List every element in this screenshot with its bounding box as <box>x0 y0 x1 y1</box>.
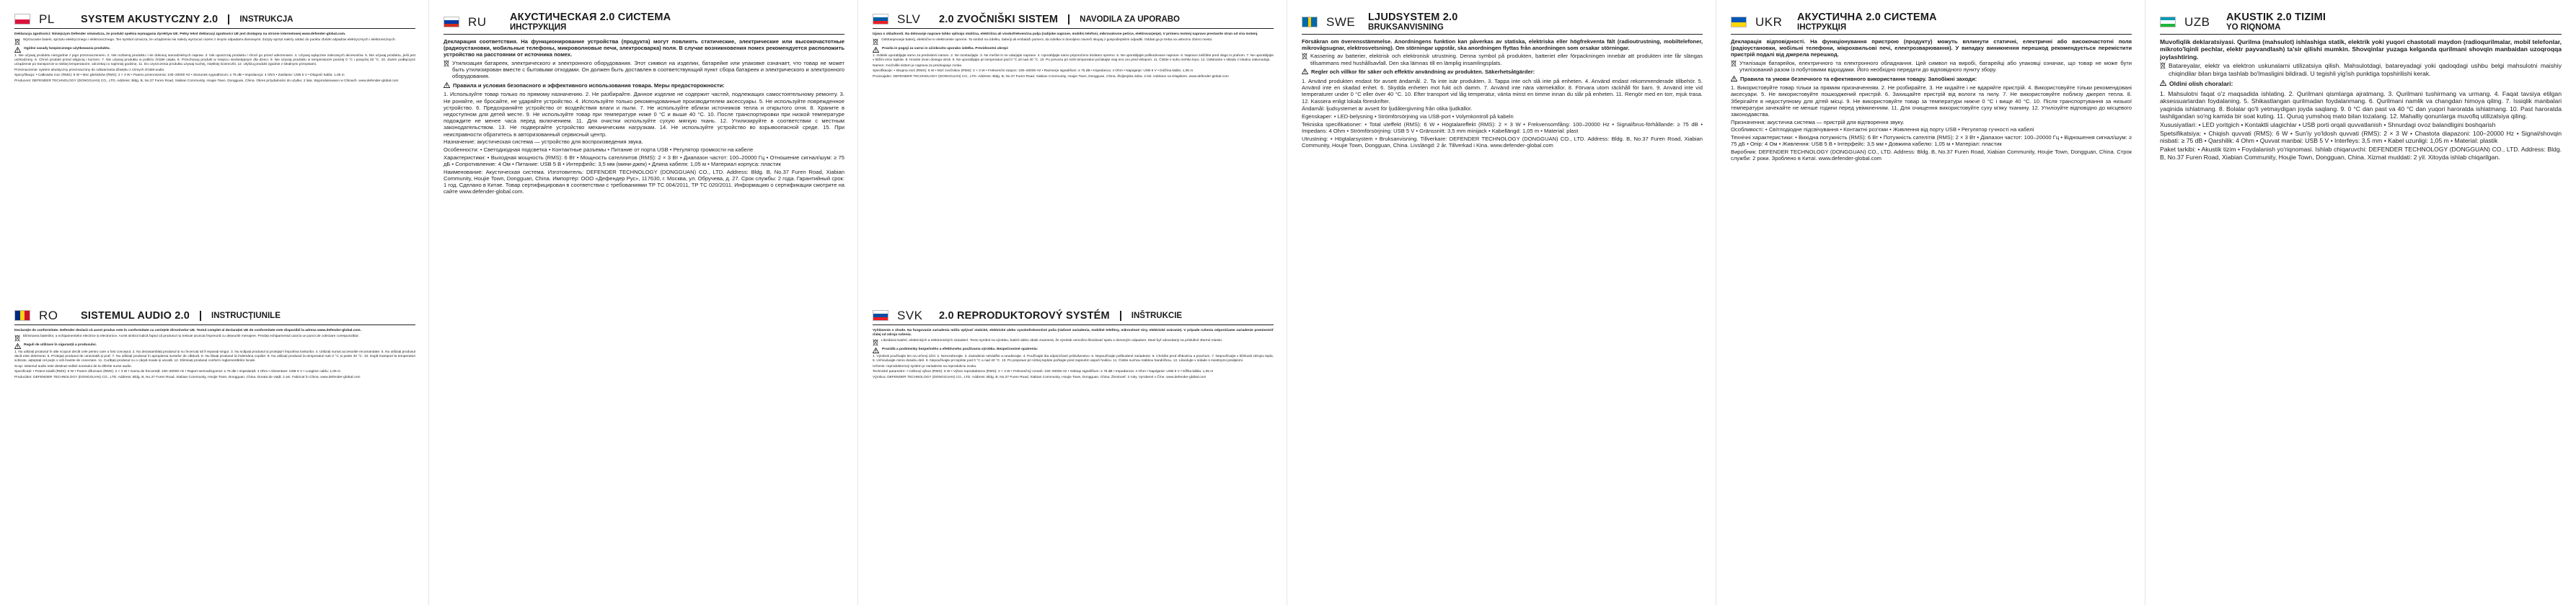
safety-notice <box>14 343 415 349</box>
paragraph: Namen: zvočniški sistem je naprava za predvajanje zvoka. <box>873 63 963 68</box>
safety-rules-list: 1. Використовуйте товар тільки за прямим призначенням. 2. Не розбирайте. 3. Не кидайте і не вдаряйте пристрій. 4. Використовуйте тільки рекомендовані аксесуари. 5. Не використовуйте пошкоджений пристрій. 6. Захищайте пристрій від вологи та пилу. 7. Не використовуйте поблизу джерел тепла. 8. Зберігайте в недоступному для дітей місці. 9. Не використовуйте товар за температури нижче 0 °C і вище 40 °C. 10. Після транспортування за низької температури зачекайте не менше години перед увімкненням. 11. Для очищення використовуйте суху м'яку тканину. 12. Утилізуйте відповідно до місцевого законодавства. <box>1731 84 2132 118</box>
language-code: PL <box>39 12 55 26</box>
section-subtitle: INSTRUKCJA <box>239 14 294 24</box>
title-block <box>1797 12 1937 32</box>
warning-icon <box>1302 69 1308 74</box>
language-column <box>0 0 429 605</box>
section-body <box>873 32 1274 79</box>
paragraph: Pravidlá a podmienky bezpečného a efektívneho používania výrobku. Bezpečnostné opatrenia: <box>882 348 1038 352</box>
paragraph: Декларация соответствия. На функционирование устройства (продукта) могут повлиять статические, электрические или высокочастотные (радиоустановки, мобильные телефоны, микроволновые печи, электросварка) поля. В случае возникновения помех рекомендуется расположить устройство на расстоянии от источника помех. <box>444 38 844 58</box>
language-code: RO <box>39 308 58 322</box>
paragraph: Декларація відповідності. На функціонування пристрою (продукту) можуть вплинути статичні, електричні або високочастотні поля (радіоустановки, мобільні телефони, мікрохвильові печі, електрозварювання). У випадку виникнення перешкод рекомендується перемістити пристрій подалі від джерела перешкод. <box>1731 38 2132 58</box>
paragraph: Declarație de conformitate. Defender declară că acest produs este în conformitate cu cerințele directivelor UE. Textul complet al declarației UE de conformitate este disponibil la adresa www.defender-global.com. <box>14 329 361 332</box>
language-code: RU <box>468 14 487 29</box>
section-subtitle: NAVODILA ZA UPORABO <box>1080 14 1181 24</box>
paragraph: Правила и условия безопасного и эффективного использования товара. Меры предосторожности: <box>453 81 725 89</box>
section-subtitle: ІНСТРУКЦІЯ <box>1797 23 1847 32</box>
paragraph: Утилізація батарейок, електричного та електронного обладнання. Цей символ на виробі, батарейці або упаковці означає, що товар не може бути утилізований разом із побутовими відходами. Його необхідно передати до відповідного пункту збору. <box>1739 59 2132 73</box>
paragraph: Eliminarea bateriilor, a echipamentelor electrice și electronice. Acest simbol indică faptul că produsul nu trebuie aruncat împreună cu deșeurile menajere. Predați echipamentul uzat la un punct de colectare corespunzător. <box>23 335 360 339</box>
safety-rules-list: 1. Nu utilizați produsul în alte scopuri decât cele pentru care a fost conceput. 2. Nu dezasamblați produsul și nu încercați să îl reparați singur. 3. Nu scăpați produsul și protejați-l împotriva loviturilor. 4. Utilizați numai accesoriile recomandate. 5. Nu utilizați produsul dacă este deteriorat. 6. Protejați produsul de umezeală și praf. 7. Nu utilizați produsul în apropierea surselor de căldură. 8. Nu lăsați produsul la îndemâna copiilor. 9. Nu utilizați produsul la temperaturi sub 0 °C și peste 40 °C. 10. După transport la temperaturi scăzute, așteptați cel puțin o oră înainte de conectare. 11. Curățați produsul cu o cârpă moale și uscată. 12. Eliminați produsul conform reglementărilor locale. <box>14 350 415 363</box>
section-header <box>14 10 415 29</box>
language-code: SLV <box>897 12 921 26</box>
crossed-bin-icon <box>1731 60 1737 67</box>
paragraph: Przeznaczenie: system akustyczny przeznaczony do odtwarzania dźwięku z różnych źródeł audio. <box>14 68 165 72</box>
paragraph: Likvidácia batérií, elektrických a elektronických zariadení. Tento symbol na výrobku, batérii alebo obale znamená, že výrobok nemožno likvidovať spolu s domovým odpadom. Musí byť odovzdaný na príslušné zberné miesto. <box>881 339 1223 343</box>
flag-stripe <box>873 317 888 320</box>
language-column <box>1287 0 1716 605</box>
header-divider <box>228 14 229 25</box>
language-code: UKR <box>1755 14 1783 29</box>
paragraph: Vyhlásenie o zhode. Na fungovanie zariadenia môžu vplývať statické, elektrické alebo vysokofrekvenčné polia (rádiové zariadenia, mobilné telefóny, mikrovlnné rúry, elektrické zváranie). V prípade rušenia odporúčame zariadenie premiestniť ďalej od zdroja rušenia. <box>873 329 1274 337</box>
paragraph: Izjava o skladnosti. Na delovanje naprave lahko vplivajo statična, električna ali visokofrekvenčna polja (radijske naprave, mobilni telefoni, mikrovalovne pečice, elektrovarjenje). V primeru motenj napravo prestavite stran od vira motenj. <box>873 32 1258 36</box>
section-title: АКУСТИЧЕСКАЯ 2.0 СИСТЕМА <box>510 11 671 23</box>
paragraph: Technické parametre: • Celkový výkon (RMS): 6 W • Výkon reproduktorov (RMS): 2 × 3 W • Frekvenčný rozsah: 100–20000 Hz • Odstup signál/šum: ≥ 75 dB • Impedancia: 4 Ohm • Napájanie: USB 5 V • Dĺžka kábla: 1,05 m <box>873 370 1214 374</box>
paragraph: Deklaracja zgodności: Niniejszym Defender oświadcza, że produkt spełnia wymagania dyrektyw UE. Pełny tekst deklaracji zgodności UE jest dostępny na stronie internetowej www.defender-global.com. <box>14 32 346 36</box>
language-column <box>858 0 1287 605</box>
paragraph: Utrustning: • Högtalarsystem • Bruksanvisning. Tillverkare: DEFENDER TECHNOLOGY (DONGGUAN) CO., LTD. Address: Bldg. B, No.37 Furen Road, Xiabian Community, Houjie Town, Dongguan, China. Livslängd: 2 år. Tillverkad i Kina. www.defender-global.com <box>1302 135 1703 149</box>
language-section <box>14 10 415 302</box>
paragraph: Regler och villkor för säker och effektiv användning av produkten. Säkerhetsåtgärder: <box>1311 69 1535 76</box>
section-header <box>1731 10 2132 35</box>
safety-rules-list: 1. Använd produkten endast för avsett ändamål. 2. Ta inte isär produkten. 3. Tappa inte och slå inte på enheten. 4. Använd endast rekommenderade tillbehör. 5. Använd inte en skadad enhet. 6. Skydda enheten mot fukt och damm. 7. Använd inte nära värmekällor. 8. Förvara utom räckhåll för barn. 9. Använd inte vid temperaturer under 0 °C eller över 40 °C. 10. Efter transport vid låg temperatur, vänta minst en timme innan du slår på enheten. 11. Rengör med en torr, mjuk trasa. 12. Kassera enligt lokala föreskrifter. <box>1302 78 1703 105</box>
country-flag-icon <box>2160 17 2176 27</box>
paragraph: Особливості: • Світлодіодне підсвічування • Контактні роз'єми • Живлення від порту USB • Регулятор гучності на кабелі <box>1731 126 2034 133</box>
paragraph: Proizvajalec: DEFENDER TECHNOLOGY (DONGGUAN) CO., LTD. Address: Bldg. B, No.37 Furen Road, Xiabian Community, Houjie Town, Dongguan, China. Življenjska doba: 2 leti. Izdelano na Kitajskem. www.defender-global.com <box>873 74 1229 79</box>
language-section <box>444 10 844 594</box>
safety-notice <box>873 348 1274 353</box>
title-block <box>1368 12 1457 32</box>
section-body <box>2160 38 2562 161</box>
section-header <box>1302 10 1703 35</box>
warning-icon <box>1731 76 1737 81</box>
paragraph: Правила та умови безпечного та ефективного використання товару. Запобіжні заходи: <box>1740 75 1977 82</box>
section-body <box>873 329 1274 380</box>
paragraph: Призначення: акустична система — пристрій для відтворення звуку. <box>1731 118 1905 125</box>
section-subtitle: INSTRUCȚIUNILE <box>211 311 281 320</box>
warning-icon <box>2160 80 2166 86</box>
flag-stripe <box>873 21 888 24</box>
section-title: 2.0 REPRODUKTOROVÝ SYSTÉM <box>939 309 1110 322</box>
language-section <box>873 306 1274 599</box>
paragraph: Ändamål: ljudsystemet är avsett för ljudåtergivning från olika ljudkällor. <box>1302 105 1473 112</box>
language-column <box>429 0 858 605</box>
section-subtitle: YO RIQNOMA <box>2226 23 2281 32</box>
paragraph: Muvofiqlik deklaratsiyasi. Qurilma (mahsulot) ishlashiga statik, elektrik yoki yuqori chastotali maydon (radioqurilmalar, mobil telefonlar, mikroto'lqinli pechlar, elektr payvandlash) ta'sir qilishi mumkin. Shovqinlar yuzaga kelganda qurilmani shovqin manbaidan uzoqroqqa joylashtiring. <box>2160 38 2562 61</box>
paragraph: Producător: DEFENDER TECHNOLOGY (DONGGUAN) CO., LTD. Address: Bldg. B, No.37 Furen Road, Xiabian Community, Houjie Town, Dongguan, China. Durata de viață: 2 ani. Fabricat în China. www.defender-global.com <box>14 375 361 379</box>
paragraph: Виробник: DEFENDER TECHNOLOGY (DONGGUAN) CO., LTD. Address: Bldg. B, No.37 Furen Road, Xiabian Community, Houjie Town, Dongguan, China. Строк служби: 2 роки. Зроблено в Китаї. www.defender-global.com <box>1731 149 2132 162</box>
flag-stripe <box>2161 24 2175 27</box>
paragraph: Назначение: акустическая система — устройство для воспроизведения звука. <box>444 138 643 146</box>
safety-notice <box>873 47 1274 53</box>
section-body <box>444 38 844 195</box>
disposal-notice <box>444 60 844 81</box>
paragraph: Reguli de utilizare în siguranță a produsului. <box>24 343 97 348</box>
language-code: UZB <box>2184 14 2210 29</box>
section-subtitle: ИНСТРУКЦИЯ <box>510 23 567 32</box>
language-column <box>1716 0 2145 605</box>
paragraph: Kassering av batterier, elektrisk och elektronisk utrustning. Denna symbol på produkten, batteriet eller förpackningen innebär att produkten inte får slängas tillsammans med hushållsavfall. Den ska lämnas till en lämplig insamlingsplats. <box>1310 53 1703 66</box>
warning-icon <box>14 47 21 53</box>
paragraph: Batareyalar, elektr va elektron uskunalarni utilizatsiya qilish. Mahsulotdagi, batareyadagi yoki qadoqdagi ushbu belgi mahsulotni maishiy chiqindilar bilan birga tashlab bo'lmasligini bildiradi. U tegishli yig'ish punktiga topshirilishi kerak. <box>2169 62 2562 77</box>
safety-notice <box>14 47 415 53</box>
title-block <box>2226 12 2326 32</box>
language-code: SVK <box>897 308 923 322</box>
language-section <box>1302 10 1703 594</box>
safety-notice <box>444 82 844 90</box>
paragraph: Specyfikacja: • Całkowita moc (RMS): 6 W • Moc głośników (RMS): 2 × 3 W • Pasmo przenoszenia: 100–20000 Hz • Stosunek sygnał/szum: ≥ 75 dB • Impedancja: 4 Ohm • Zasilanie: USB 5 V • Długość kabla: 1,05 m <box>14 74 345 78</box>
paragraph: Xususiyatlari: • LED yoritgich • Kontaktli ulagichlar • USB porti orqali quvvatlanish • Shnurdagi ovoz balandligini boshqarish <box>2160 121 2496 129</box>
section-body <box>1731 38 2132 162</box>
section-title: АКУСТИЧНА 2.0 СИСТЕМА <box>1797 11 1937 23</box>
disposal-notice <box>2160 62 2562 78</box>
header-divider <box>200 311 201 321</box>
paragraph: Försäkran om överensstämmelse. Anordningens funktion kan påverkas av statiska, elektriska eller högfrekventa fält (radioutrustning, mobiltelefoner, mikrovågsugnar, elektrosvetsning). Om störningar uppstår, ska anordningen flyttas från anordningen som orsakar störningar. <box>1302 38 1703 52</box>
crossed-bin-icon <box>1302 53 1307 60</box>
disposal-notice <box>14 38 415 45</box>
section-body <box>1302 38 1703 149</box>
section-title: SYSTEM AKUSTYCZNY 2.0 <box>81 13 219 25</box>
paragraph: Технічні характеристики: • Вихідна потужність (RMS): 6 Вт • Потужність сателітів (RMS): 2 × 3 Вт • Діапазон частот: 100–20000 Гц • Відношення сигнал/шум: ≥ 75 дБ • Опір: 4 Ом • Живлення: USB 5 В • Інтерфейс: 3,5 мм • Довжина кабелю: 1,05 м • Матеріал: пластик <box>1731 134 2132 148</box>
safety-rules-list: 1. Nie używaj produktu niezgodnie z jego przeznaczeniem. 2. Nie rozbieraj produktu i nie dokonuj samodzielnych napraw. 3. Nie upuszczaj produktu i chroń go przed uderzeniami. 4. Używaj wyłącznie zalecanych akcesoriów. 5. Nie używaj produktu, jeśli jest uszkodzony. 6. Chroń produkt przed wilgocią i kurzem. 7. Nie używaj produktu w pobliżu źródeł ciepła. 8. Przechowuj produkt w miejscu niedostępnym dla dzieci. 9. Nie używaj produktu w temperaturze poniżej 0 °C i powyżej 40 °C. 10. Zanim podłączysz urządzenie po transporcie w niskiej temperaturze, odczekaj co najmniej godzinę. 11. Do czyszczenia produktu używaj suchej, miękkiej ściereczki. 12. Utylizuj produkt zgodnie z lokalnymi przepisami. <box>14 54 415 67</box>
paragraph: Наименование: Акустическая система. Изготовитель: DEFENDER TECHNOLOGY (DONGGUAN) CO., LTD. Address: Bldg. B, No.37 Furen Road, Xiabian Community, Houjie Town, Dongguan, China. Импортёр: ООО «Дефендер Рус», 117630, г. Москва, ул. Обручева, д. 27. Срок службы: 2 года. Гарантийный срок: 1 год. Сделано в Китае. Товар сертифицирован в соответствии с требованиями ТР ТС 004/2011, ТР ТС 020/2011. Информацию о сертификации смотрите на сайте www.defender-global.com. <box>444 168 844 195</box>
crossed-bin-icon <box>2160 62 2166 69</box>
flag-stripe <box>1302 17 1308 27</box>
warning-icon <box>873 47 879 53</box>
country-flag-icon <box>873 14 888 25</box>
language-section <box>1731 10 2132 594</box>
language-section <box>14 306 415 599</box>
paragraph: Paket tarkibi: • Akustik tizim • Foydalanish yo'riqnomasi. Ishlab chiqaruvchi: DEFENDER TECHNOLOGY (DONGGUAN) CO., LTD. Address: Bldg. B, No.37 Furen Road, Xiabian Community, Houjie Town, Dongguan, China. Xizmat muddati: 2 yil. Xitoyda ishlab chiqarilgan. <box>2160 146 2562 161</box>
safety-rules-list: 1. Mahsulotni faqat o'z maqsadida ishlating. 2. Qurilmani qismlarga ajratmang. 3. Qurilmani tushirmang va urmang. 4. Faqat tavsiya etilgan aksessuarlardan foydalaning. 5. Shikastlangan qurilmadan foydalanmang. 6. Qurilmani namlik va changdan himoya qiling. 7. Issiqlik manbalari yaqinida ishlatmang. 8. Bolalar qo'li yetmaydigan joyda saqlang. 9. 0 °C dan past va 40 °C dan yuqori haroratda ishlatmang. 10. Past haroratda tashilgandan so'ng kamida bir soat kuting. 11. Quruq yumshoq mato bilan tozalang. 12. Mahalliy qonunlarga muvofiq utilizatsiya qiling. <box>2160 89 2562 120</box>
flag-stripe <box>20 311 25 320</box>
paragraph: Oldini olish choralari: <box>2169 79 2233 87</box>
paragraph: Producent: DEFENDER TECHNOLOGY (DONGGUAN) CO., LTD. Address: Bldg. B, No.37 Furen Road, Xiabian Community, Houjie Town, Dongguan, China. Okres przydatności do użytku: 2 lata. Wyprodukowano w Chinach. www.defender-global.com <box>14 79 399 83</box>
language-code: SWE <box>1326 14 1356 29</box>
paragraph: Výrobca: DEFENDER TECHNOLOGY (DONGGUAN) CO., LTD. Address: Bldg. B, No.37 Furen Road, Xiabian Community, Houjie Town, Dongguan, China. Životnosť: 2 roky. Vyrobené v Číne. www.defender-global.com <box>873 375 1207 379</box>
paragraph: Odstranjevanje baterij, električne in elektronske opreme. Ta simbol na izdelku, bateriji ali embalaži pomeni, da izdelka ni dovoljeno zavreči skupaj z gospodinjskimi odpadki. Oddati ga je treba na ustrezno zbirno mesto. <box>881 38 1213 43</box>
header-divider <box>1120 311 1121 321</box>
flag-stripe <box>1311 17 1317 27</box>
section-header <box>873 306 1274 325</box>
paragraph: Specificații: • Putere totală (RMS): 6 W • Putere difuzoare (RMS): 2 × 3 W • Gama de frecvență: 100–20000 Hz • Raport semnal/zgomot: ≥ 75 dB • Impedanță: 4 Ohm • Alimentare: USB 5 V • Lungime cablu: 1,05 m <box>14 370 341 374</box>
flag-stripe <box>25 311 30 320</box>
flag-stripe <box>15 311 20 320</box>
disposal-notice <box>873 38 1274 45</box>
country-flag-icon <box>14 310 30 321</box>
safety-rules-list: 1. Izdelek uporabljajte samo za predvideni namen. 2. Ne razstavljajte. 3. Ne mečite in ne udarjajte naprave. 4. Uporabljajte samo priporočeno dodatno opremo. 5. Ne uporabljajte poškodovane naprave. 6. Napravo zaščitite pred vlago in prahom. 7. Ne uporabljajte v bližini virov toplote. 8. Hranite izven dosega otrok. 9. Ne uporabljajte pri temperaturi pod 0 °C ali nad 40 °C. 10. Po prevozu pri nizki temperaturi počakajte vsaj eno uro pred vklopom. 11. Čistite s suho mehko krpo. 12. Odstranite v skladu z lokalno zakonodajo. <box>873 54 1274 63</box>
paragraph: Характеристики: • Выходная мощность (RMS): 6 Вт • Мощность сателлитов (RMS): 2 × 3 Вт • Диапазон частот: 100–20000 Гц • Отношение сигнал/шум: ≥ 75 дБ • Сопротивление: 4 Ом • Питание: USB 5 В • Интерфейс: 3,5 мм (мини-джек) • Длина кабеля: 1,05 м • Материал корпуса: пластик <box>444 154 844 167</box>
language-section <box>873 10 1274 302</box>
paragraph: Spetsifikatsiya: • Chiqish quvvati (RMS): 6 W • Sun'iy yo'ldosh quvvati (RMS): 2 × 3 W • Chastota diapazoni: 100–20000 Hz • Signal/shovqin nisbati: ≥ 75 dB • Qarshilik: 4 Ohm • Quvvat manbai: USB 5 V • Interfeys: 3,5 mm • Kabel uzunligi: 1,05 m • Material: plastik <box>2160 129 2562 145</box>
safety-notice <box>1731 76 2132 84</box>
warning-icon <box>873 348 879 353</box>
safety-rules-list: 1. Výrobok používajte len na určený účel. 2. Nerozoberajte. 3. Zariadenie nehádžte a neudierajte. 4. Používajte iba odporúčané príslušenstvo. 5. Nepoužívajte poškodené zariadenie. 6. Chráňte pred vlhkosťou a prachom. 7. Nepoužívajte v blízkosti zdrojov tepla. 8. Uchovávajte mimo dosahu detí. 9. Nepoužívajte pri teplote pod 0 °C a nad 40 °C. 10. Po preprave pri nízkej teplote počkajte pred zapnutím aspoň hodinu. 11. Čistite suchou mäkkou handričkou. 12. Likvidujte v súlade s miestnymi predpismi. <box>873 355 1274 363</box>
header-divider <box>1068 14 1069 25</box>
warning-icon <box>444 82 450 88</box>
language-column <box>2145 0 2575 605</box>
country-flag-icon <box>1302 17 1318 27</box>
paragraph: Утилизация батареек, электрического и электронного оборудования. Этот символ на изделии, батарейке или упаковке означает, что товар не может быть утилизирован вместе с бытовыми отходами. Он должен быть доставлен в соответствующий пункт сбора батареек и электрического и электронного оборудования. <box>452 59 844 80</box>
crossed-bin-icon <box>14 38 20 45</box>
crossed-bin-icon <box>873 38 878 45</box>
paragraph: Особенности: • Светодиодная подсветка • Контактные разъемы • Питание от порта USB • Регулятор громкости на кабеле <box>444 146 754 154</box>
disposal-notice <box>873 339 1274 346</box>
paragraph: Specifikacije: • Skupna moč (RMS): 6 W • Moč zvočnikov (RMS): 2 × 3 W • Frekvenčni razpon: 100–20000 Hz • Razmerje signal/šum: ≥ 75 dB • Impedanca: 4 Ohm • Napajanje: USB 5 V • Dolžina kabla: 1,05 m <box>873 69 1194 74</box>
section-subtitle: INŠTRUKCIE <box>1131 311 1183 320</box>
section-title: AKUSTIK 2.0 TIZIMI <box>2226 11 2326 23</box>
crossed-bin-icon <box>14 335 20 342</box>
country-flag-icon <box>1731 17 1747 27</box>
disposal-notice <box>1731 60 2132 74</box>
section-header <box>873 10 1274 29</box>
paragraph: Scop: sistemul audio este destinat redării sunetului de la diferite surse audio. <box>14 364 132 368</box>
flag-stripe <box>15 19 30 25</box>
title-block <box>510 12 671 32</box>
disposal-notice <box>14 335 415 342</box>
paragraph: Egenskaper: • LED-belysning • Strömförsörjning via USB-port • Volymkontroll på kabeln <box>1302 113 1514 120</box>
section-body <box>14 329 415 380</box>
section-header <box>2160 10 2562 35</box>
country-flag-icon <box>444 17 459 27</box>
safety-notice <box>1302 69 1703 76</box>
paragraph: Pravila in pogoji za varno in učinkovito uporabo izdelka. Previdnostni ukrepi: <box>882 47 1009 51</box>
disposal-notice <box>1302 53 1703 67</box>
section-title: LJUDSYSTEM 2.0 <box>1368 11 1458 23</box>
paragraph: Wyrzucanie baterii, sprzętu elektrycznego i elektronicznego. Ten symbol oznacza, że urządzenia nie należy wyrzucać razem z innymi odpadami domowymi. Zużyty sprzęt należy oddać do punktu zbiórki odpadów elektrycznych i elektronicznych. <box>23 38 396 43</box>
warning-icon <box>14 343 21 349</box>
crossed-bin-icon <box>444 60 449 67</box>
safety-rules-list: 1. Используйте товар только по прямому назначению. 2. Не разбирайте. Данное изделие не содержит частей, подлежащих самостоятельному ремонту. 3. Не роняйте, не бросайте, не ударяйте устройство. 4. Используйте только рекомендованные производителем аксессуары. 5. Не используйте поврежденное устройство. 6. Предохраняйте устройство от воздействия влаги и пыли. 7. Не используйте вблизи источников тепла и открытого огня. 8. Храните в недоступном для детей месте. 9. Не используйте товар при температуре ниже 0 °C и выше 40 °C. 10. После транспортировки при низкой температуре подождите не менее часа перед включением. 11. Для очистки используйте сухую мягкую ткань. 12. Утилизируйте в соответствии с местным законодательством. 13. Не подвергайте устройство механическим нагрузкам. 14. Не используйте устройство во взрывоопасной среде. 15. При неисправности обратитесь в авторизованный сервисный центр. <box>444 91 844 138</box>
paragraph: Tekniska specifikationer: • Total uteffekt (RMS): 6 W • Högtalareffekt (RMS): 2 × 3 W • Frekvensomfång: 100–20000 Hz • Signal/brus-förhållande: ≥ 75 dB • Impedans: 4 Ohm • Strömförsörjning: USB 5 V • Gränssnitt: 3,5 mm minijack • Kabellängd: 1,05 m • Material: plast <box>1302 120 1703 134</box>
paragraph: Ogólne zasady bezpiecznego użytkowania produktu. <box>24 47 110 51</box>
section-title: SISTEMUL AUDIO 2.0 <box>81 309 190 322</box>
section-header <box>14 306 415 325</box>
paragraph: Určenie: reproduktorový systém je zariadenie na reprodukciu zvuku. <box>873 364 977 368</box>
section-title: 2.0 ZVOČNIŠKI SISTEM <box>939 13 1059 25</box>
section-body <box>14 32 415 84</box>
section-header <box>444 10 844 35</box>
language-section <box>2160 10 2562 594</box>
section-subtitle: BRUKSANVISNING <box>1368 23 1444 32</box>
country-flag-icon <box>14 14 30 25</box>
flag-stripe <box>1732 22 1746 27</box>
safety-notice <box>2160 80 2562 89</box>
country-flag-icon <box>873 310 888 321</box>
flag-stripe <box>444 24 459 27</box>
crossed-bin-icon <box>873 339 878 346</box>
